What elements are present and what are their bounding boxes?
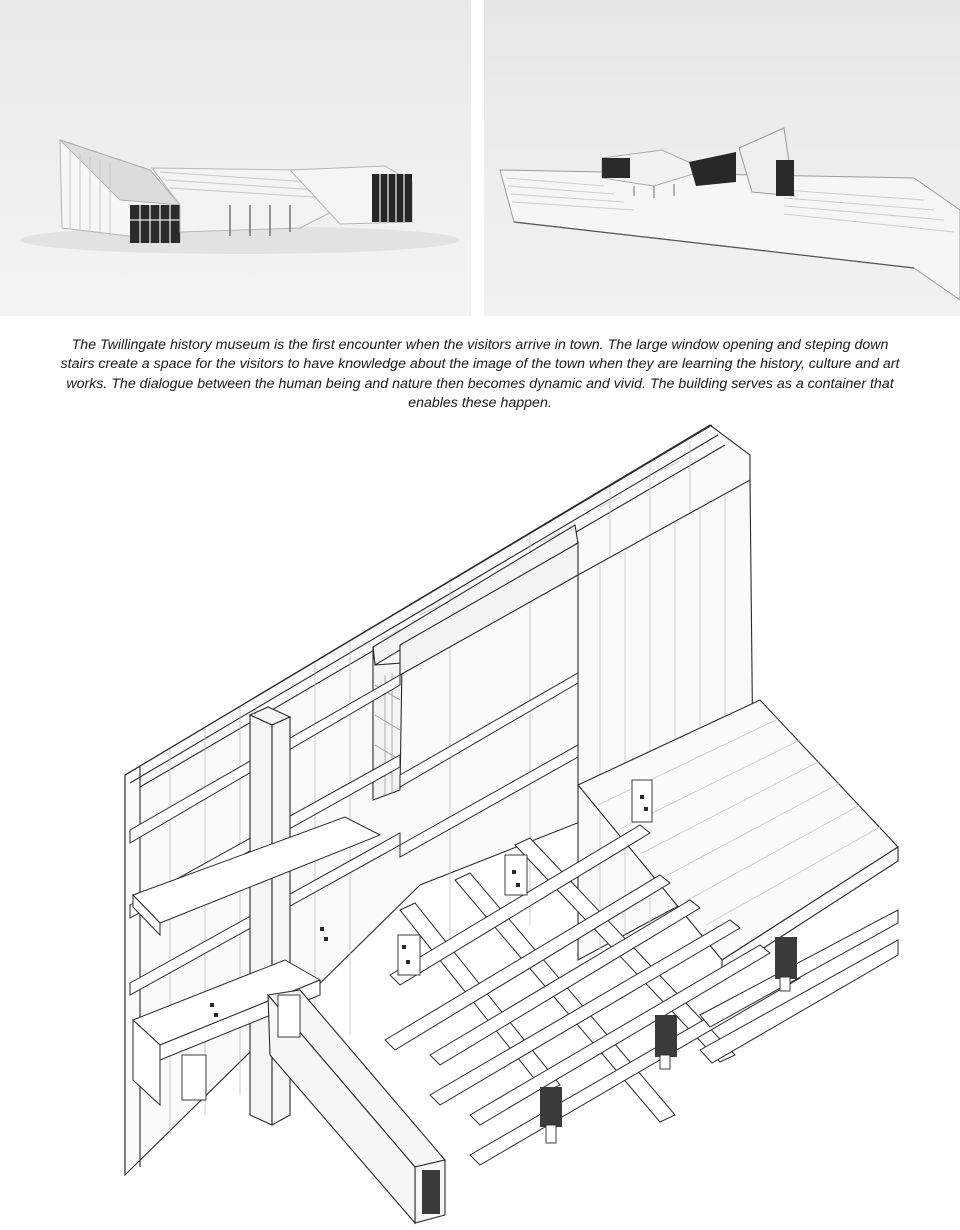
axonometric-svg: [0, 415, 960, 1225]
project-description: The Twillingate history museum is the first encounter when the visitors arrive in town. The large window opening and steping down stairs create a space for the visitors to have knowledge about the image of the town when they are learning the history, culture and art works. The dialogue between the human being and nature then becomes dynamic and vivid. The building serves as a container that enables these happen.: [60, 337, 900, 411]
model-photo-front: [0, 0, 471, 316]
structural-axonometric-drawing: [0, 415, 960, 1225]
model-photo-site: [484, 0, 960, 316]
model-front-illustration: [0, 0, 471, 316]
model-site-illustration: [484, 0, 960, 316]
